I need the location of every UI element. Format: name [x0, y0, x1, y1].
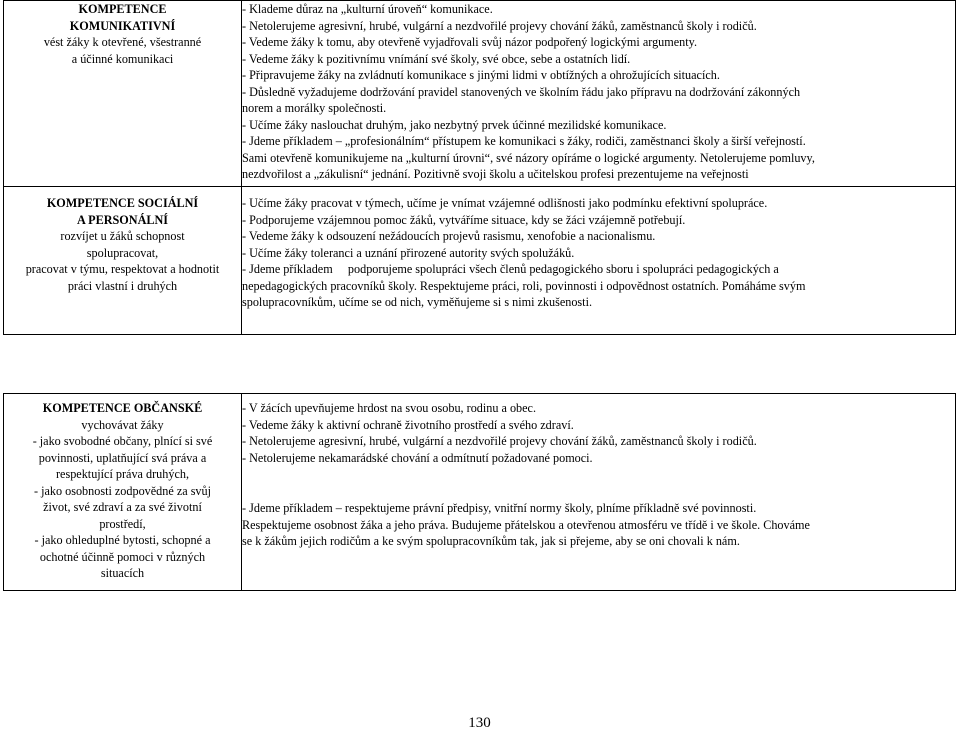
competence-description: - jako svobodné občany, plnící si své: [32, 434, 213, 448]
list-item: - Vedeme žáky k odsouzení nežádoucích projevů rasismu, xenofobie a nacionalismu.: [242, 229, 656, 243]
list-item: - Podporujeme vzájemnou pomoc žáků, vytváříme situace, kdy se žáci vzájemně potřebují.: [242, 212, 686, 227]
spacer: [242, 483, 955, 500]
list-item: - Klademe důraz na „kulturní úroveň“ komunikace.: [242, 2, 493, 16]
competence-description: prostředí,: [99, 516, 146, 531]
table-row-communicative: [4, 1, 956, 187]
list-item: - Důsledně vyžadujeme dodržování pravidel stanovených ve školním řádu jako přípravu na dodržování zákonných: [242, 84, 801, 99]
competence-title: KOMPETENCE: [78, 2, 167, 16]
list-item: - Jdeme příkladem – „profesionálním“ přístupem ke komunikaci s žáky, rodiči, zaměstnanci školy a širší veřejností.: [242, 134, 806, 148]
competence-table-1: [3, 0, 956, 335]
competence-description: povinnosti, uplatňující svá práva a: [38, 450, 207, 465]
competence-table-2: [3, 393, 956, 591]
competence-title: KOMPETENCE SOCIÁLNÍ: [46, 196, 199, 210]
table-row-social: [4, 187, 956, 335]
list-item: Respektujeme osobnost žáka a jeho práva. Budujeme přátelskou a otevřenou atmosféru ve třídě i ve škole. Chováme: [242, 517, 810, 532]
list-item: - Učíme žáky pracovat v týmech, učíme je vnímat vzájemné odlišnosti jako podmínku efektivní spolupráce.: [242, 196, 768, 210]
list-item: - Vedeme žáky k tomu, aby otevřeně vyjadřovali svůj názor podpořený logickými argumenty.: [242, 35, 697, 49]
competence-description: - jako ohleduplné bytosti, schopné a: [34, 533, 211, 547]
list-item: - Netolerujeme agresivní, hrubé, vulgární a nezdvořilé projevy chování žáků, zaměstnanců školy i rodičů.: [242, 434, 757, 448]
competence-description: - jako osobnosti zodpovědné za svůj: [33, 483, 212, 498]
list-item: - Učíme žáky naslouchat druhým, jako nezbytný prvek účinné mezilidské komunikace.: [242, 117, 667, 132]
list-item: se k žákům jejich rodičům a ke svým spolupracovníkům tak, jak si přejeme, aby se oni chovali k nám.: [242, 534, 740, 548]
competence-title: KOMUNIKATIVNÍ: [69, 18, 176, 33]
competence-description: spolupracovat,: [86, 245, 159, 260]
list-item: norem a morálky společnosti.: [242, 101, 387, 115]
list-item: nezdvořilost a „zákulisní“ jednání. Pozitivně svoji školu a učitelskou profesi prezentujeme na veřejnosti: [242, 167, 749, 181]
competence-title: A PERSONÁLNÍ: [76, 212, 169, 227]
competence-description: a účinné komunikaci: [71, 51, 174, 66]
list-item: - V žácích upevňujeme hrdost na svou osobu, rodinu a obec.: [242, 401, 537, 415]
competence-description: pracovat v týmu, respektovat a hodnotit: [25, 262, 220, 276]
list-item: - Jdeme příkladem podporujeme spolupráci všech členů pedagogického sboru i spolupráci pedagogických a: [242, 262, 779, 276]
competence-description: respektující práva druhých,: [56, 467, 189, 481]
table-row-civic: [4, 394, 956, 591]
list-item: - Jdeme příkladem – respektujeme právní předpisy, vnitřní normy školy, plníme příkladně své povinnosti.: [242, 501, 757, 515]
competence-description: vychovávat žáky: [81, 417, 164, 432]
strategies-cell-civic: [242, 394, 956, 591]
page-number: 130: [468, 715, 491, 731]
list-item: nepedagogických pracovníků školy. Respektujeme práci, roli, povinnosti i odpovědnost ostatních. Pomáháme svým: [242, 278, 806, 293]
spacer: [242, 466, 955, 483]
list-item: - Netolerujeme nekamarádské chování a odmítnutí požadované pomoci.: [242, 450, 593, 465]
list-item: spolupracovníkům, učíme se od nich, vyměňujeme si s nimi zkušenosti.: [242, 295, 592, 309]
competence-title: KOMPETENCE OBČANSKÉ: [42, 401, 203, 415]
strategies-cell-social: [242, 187, 956, 335]
competence-description: ochotné účinně pomoci v různých: [39, 549, 206, 564]
list-item: Sami otevřeně komunikujeme na „kulturní úrovni“, své názory opíráme o logické argumenty. Netolerujeme pomluvy,: [242, 150, 815, 165]
list-item: - Vedeme žáky k pozitivnímu vnímání své školy, své obce, sebe a ostatních lidí.: [242, 51, 631, 66]
competence-name-cell-social: [4, 187, 242, 335]
competence-description: práci vlastní i druhých: [67, 278, 178, 293]
list-item: - Připravujeme žáky na zvládnutí komunikace s jinými lidmi v obtížných a ohrožujících situacích.: [242, 68, 720, 82]
competence-description: vést žáky k otevřené, všestranné: [43, 35, 202, 49]
list-item: - Vedeme žáky k aktivní ochraně životního prostředí a svého zdraví.: [242, 417, 574, 432]
competence-name-cell-communicative: [4, 1, 242, 187]
list-item: - Netolerujeme agresivní, hrubé, vulgární a nezdvořilé projevy chování žáků, zaměstnanců školy i rodičů.: [242, 18, 757, 33]
competence-description: situacích: [100, 566, 145, 580]
competence-description: život, své zdraví a za své životní: [43, 500, 202, 514]
list-item: - Učíme žáky toleranci a uznání přirozené autority svých spolužáků.: [242, 245, 575, 260]
competence-description: rozvíjet u žáků schopnost: [60, 229, 185, 243]
strategies-cell-communicative: [242, 1, 956, 187]
competence-name-cell-civic: [4, 394, 242, 591]
